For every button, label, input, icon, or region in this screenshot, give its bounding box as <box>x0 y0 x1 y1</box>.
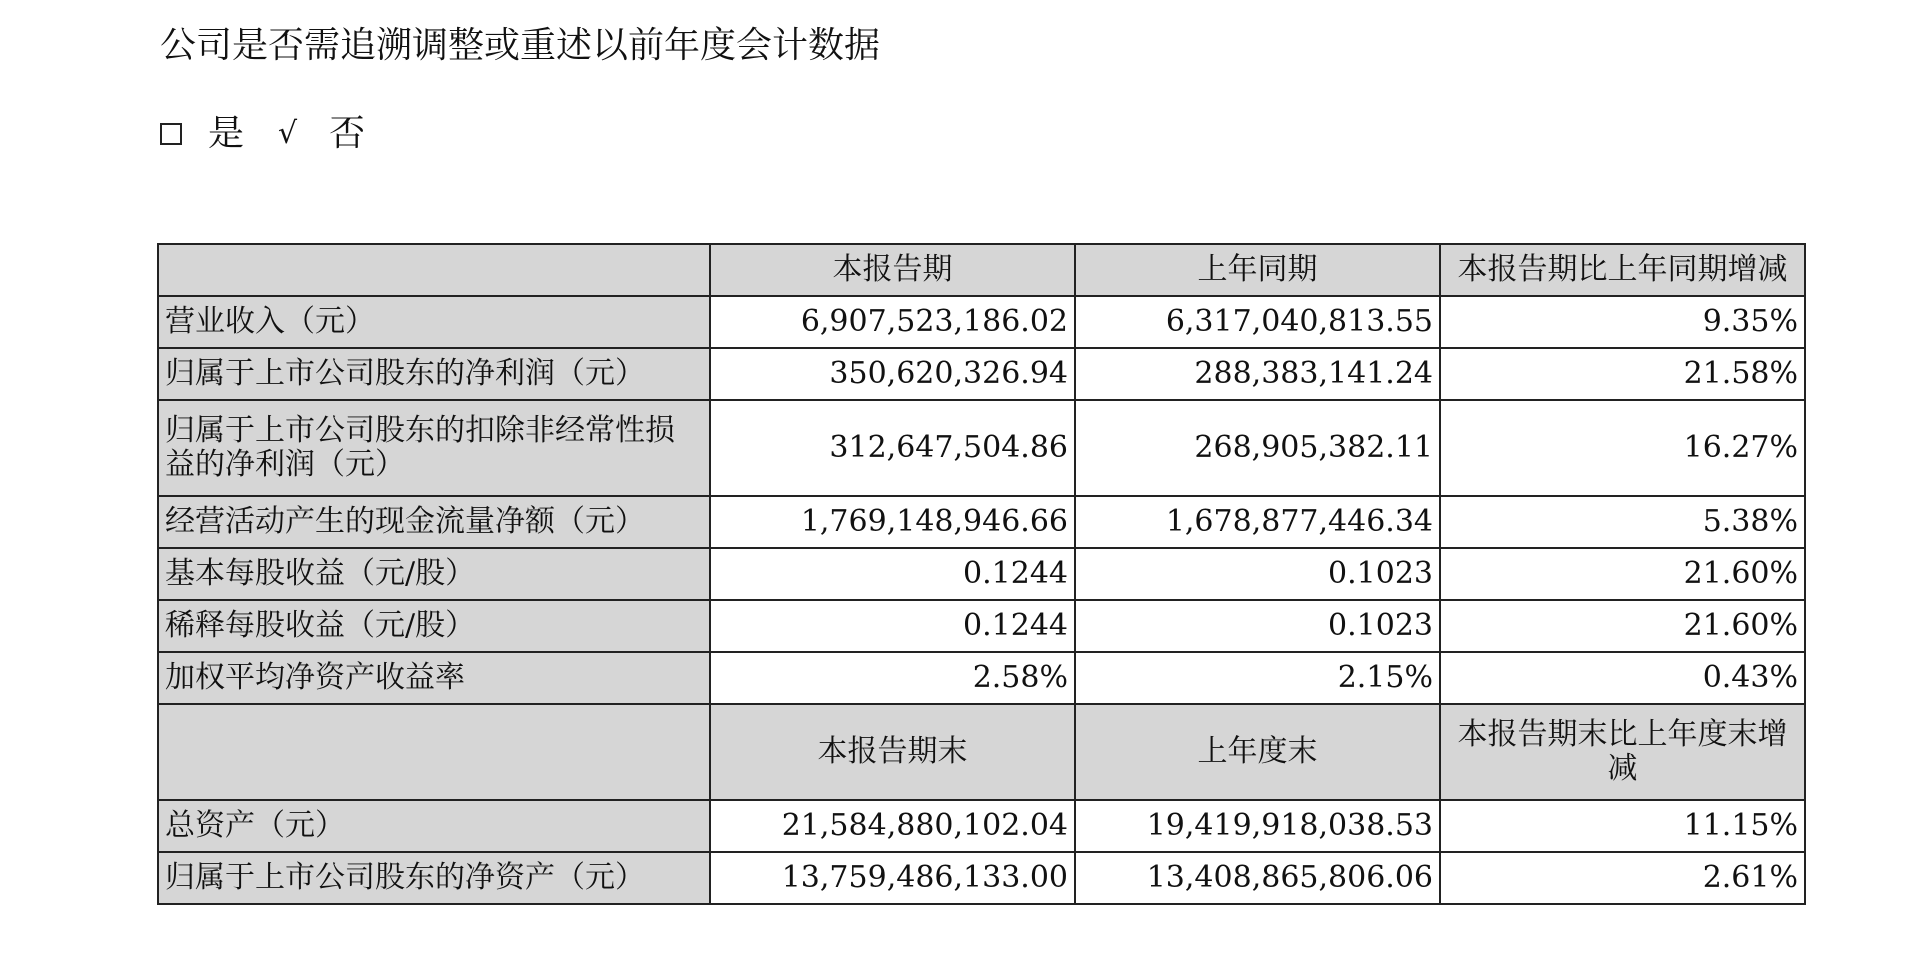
change-value: 21.60% <box>1440 600 1805 652</box>
row-label: 加权平均净资产收益率 <box>158 652 710 704</box>
yes-checkbox[interactable] <box>160 123 182 145</box>
current-value: 0.1244 <box>710 600 1075 652</box>
change-value: 16.27% <box>1440 400 1805 496</box>
header-prior-year-end: 上年度末 <box>1075 704 1440 800</box>
check-mark-icon[interactable]: √ <box>278 116 298 151</box>
table-header-row <box>158 244 1805 296</box>
header-period-end: 本报告期末 <box>710 704 1075 800</box>
row-label: 营业收入（元） <box>158 296 710 348</box>
change-value: 21.60% <box>1440 548 1805 600</box>
current-value: 2.58% <box>710 652 1075 704</box>
change-value: 2.61% <box>1440 852 1805 904</box>
current-value: 21,584,880,102.04 <box>710 800 1075 852</box>
restatement-options <box>160 110 399 158</box>
current-value: 350,620,326.94 <box>710 348 1075 400</box>
current-value: 13,759,486,133.00 <box>710 852 1075 904</box>
financial-data-table <box>157 243 1806 905</box>
header-cell-empty <box>158 704 710 800</box>
header-current-period: 本报告期 <box>710 244 1075 296</box>
section-heading: 公司是否需追溯调整或重述以前年度会计数据 <box>160 25 881 66</box>
table-subheader-row <box>158 704 1805 800</box>
table-row <box>158 348 1805 400</box>
change-value: 9.35% <box>1440 296 1805 348</box>
prior-value: 0.1023 <box>1075 600 1440 652</box>
change-value: 11.15% <box>1440 800 1805 852</box>
row-label: 总资产（元） <box>158 800 710 852</box>
current-value: 0.1244 <box>710 548 1075 600</box>
prior-value: 13,408,865,806.06 <box>1075 852 1440 904</box>
table-row <box>158 800 1805 852</box>
row-label: 归属于上市公司股东的净利润（元） <box>158 348 710 400</box>
table-row <box>158 600 1805 652</box>
prior-value: 0.1023 <box>1075 548 1440 600</box>
header-change: 本报告期比上年同期增减 <box>1440 244 1805 296</box>
row-label: 归属于上市公司股东的扣除非经常性损益的净利润（元） <box>158 400 710 496</box>
table-row <box>158 548 1805 600</box>
prior-value: 19,419,918,038.53 <box>1075 800 1440 852</box>
table-row <box>158 296 1805 348</box>
table-row <box>158 852 1805 904</box>
header-period-end-change: 本报告期末比上年度末增减 <box>1440 704 1805 800</box>
row-label: 归属于上市公司股东的净资产（元） <box>158 852 710 904</box>
change-value: 0.43% <box>1440 652 1805 704</box>
no-label: 否 <box>329 113 366 154</box>
prior-value: 288,383,141.24 <box>1075 348 1440 400</box>
yes-label: 是 <box>208 113 245 154</box>
row-label: 经营活动产生的现金流量净额（元） <box>158 496 710 548</box>
change-value: 21.58% <box>1440 348 1805 400</box>
header-prior-period: 上年同期 <box>1075 244 1440 296</box>
current-value: 312,647,504.86 <box>710 400 1075 496</box>
prior-value: 6,317,040,813.55 <box>1075 296 1440 348</box>
prior-value: 2.15% <box>1075 652 1440 704</box>
table-row <box>158 652 1805 704</box>
header-cell-empty <box>158 244 710 296</box>
change-value: 5.38% <box>1440 496 1805 548</box>
table-row <box>158 496 1805 548</box>
prior-value: 268,905,382.11 <box>1075 400 1440 496</box>
row-label: 稀释每股收益（元/股） <box>158 600 710 652</box>
current-value: 1,769,148,946.66 <box>710 496 1075 548</box>
current-value: 6,907,523,186.02 <box>710 296 1075 348</box>
table-row <box>158 400 1805 496</box>
prior-value: 1,678,877,446.34 <box>1075 496 1440 548</box>
row-label: 基本每股收益（元/股） <box>158 548 710 600</box>
